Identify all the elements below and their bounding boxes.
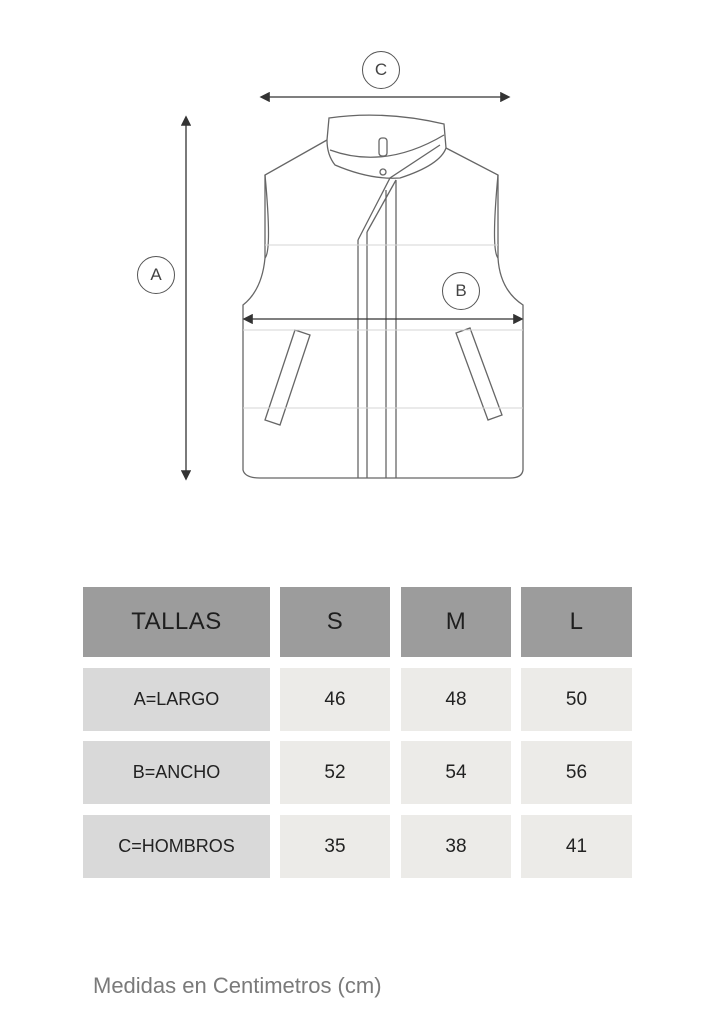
header-size-l: L xyxy=(521,587,632,657)
cell-ancho-s: 52 xyxy=(280,741,390,804)
cell-hombros-s: 35 xyxy=(280,815,390,878)
vest-outline xyxy=(243,115,523,478)
cell-ancho-m: 54 xyxy=(401,741,511,804)
measure-label-c: C xyxy=(362,51,400,89)
cell-hombros-l: 41 xyxy=(521,815,632,878)
cell-largo-s: 46 xyxy=(280,668,390,731)
row-label-largo: A=LARGO xyxy=(83,668,270,731)
units-footnote: Medidas en Centimetros (cm) xyxy=(93,973,382,998)
cell-largo-l: 50 xyxy=(521,668,632,731)
header-size-s: S xyxy=(280,587,390,657)
quilting-lines xyxy=(243,245,523,408)
cell-hombros-m: 38 xyxy=(401,815,511,878)
row-label-hombros: C=HOMBROS xyxy=(83,815,270,878)
measure-label-b: B xyxy=(442,272,480,310)
row-label-ancho: B=ANCHO xyxy=(83,741,270,804)
cell-ancho-l: 56 xyxy=(521,741,632,804)
header-tallas: TALLAS xyxy=(83,587,270,657)
cell-largo-m: 48 xyxy=(401,668,511,731)
header-size-m: M xyxy=(401,587,511,657)
measure-label-a: A xyxy=(137,256,175,294)
